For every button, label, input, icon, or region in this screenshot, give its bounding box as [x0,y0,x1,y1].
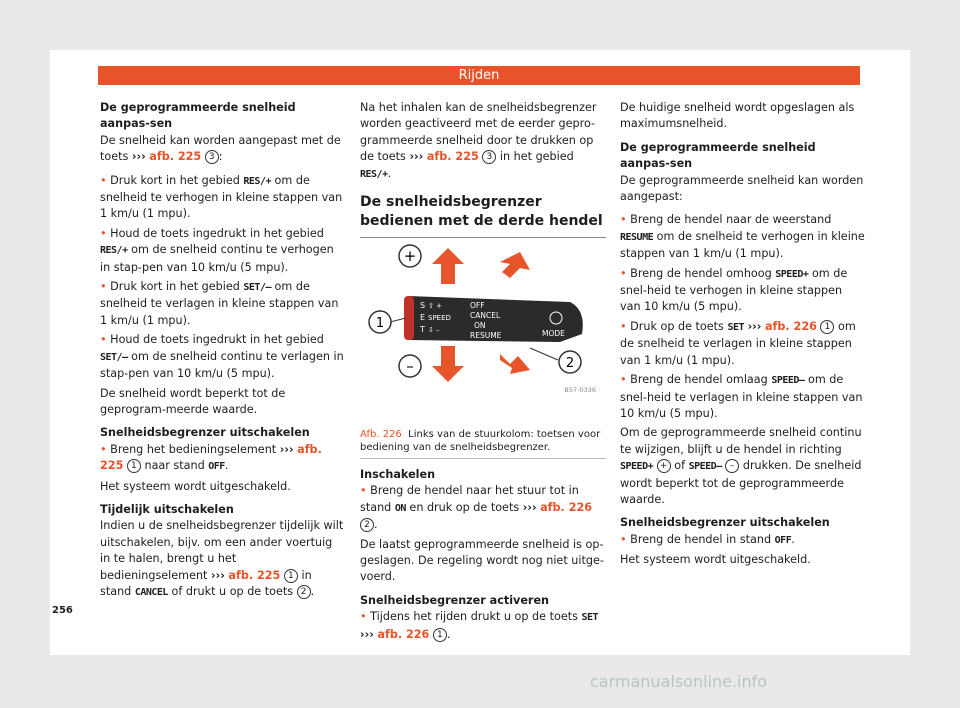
text: en druk op de toets [405,500,523,514]
text: Om de geprogrammeerde snelheid continu te wijzigen, blijft u de hendel in richting [620,426,862,456]
paragraph: Het systeem wordt uitgeschakeld. [100,479,291,493]
key-label: RES/+ [360,168,388,180]
arrow-ref: ››› [279,442,294,456]
text: Na het inhalen kan de snelheidsbegrenzer worden geactiveerd met de eerder gepro-grammeerde snelheid door te drukken op de toets [360,101,597,164]
text: Druk kort in het gebied [106,280,244,294]
paragraph: Het systeem wordt uitgeschakeld. [620,553,811,567]
list-item [100,332,346,382]
key-label: SET [727,321,744,333]
figure-code: B57-0336 [564,386,596,395]
callout-number: 2 [360,518,374,532]
heading-temporary: Tijdelijk uitschakelen [100,502,234,516]
figure-label: Afb. 226 [360,429,402,441]
text: drukken. De snelheid wordt beperkt tot de geprogrammeerde waarde. [620,459,862,506]
bullet-icon: • [100,280,107,294]
key-label: CANCEL [134,586,168,598]
list-item [620,212,866,262]
bullet-icon: • [360,610,367,624]
bullet-icon: • [100,226,107,240]
label-t: T [420,325,425,335]
bullet-icon: • [360,484,367,498]
callout-number: 1 [127,459,141,473]
text: Breng het bedieningselement [106,442,280,456]
callout-number: 1 [433,628,447,642]
text: Druk op de toets [626,319,728,333]
callout-2: 2 [565,356,575,372]
arrow-ref: ››› [747,319,762,333]
key-label: RES/+ [100,245,128,257]
text: . [224,459,229,473]
callout-number: 3 [205,150,219,164]
text: of drukt u op de toets [167,584,297,598]
list-item [360,609,606,643]
heading-disable: Snelheidsbegrenzer uitschakelen [620,516,830,530]
mode-label: MODE [542,329,565,339]
section-title: De snelheidsbegrenzer bedienen met de derde hendel [360,193,606,238]
key-label: OFF [208,461,225,473]
key-label: ON [394,502,406,514]
paragraph [620,425,866,508]
list-item [620,372,866,422]
bullet-icon: • [620,213,627,227]
speed-label: SPEED [428,314,451,323]
text: om de snelheid te verhogen in kleine stappen van 1 km/u (1 mpu). [100,173,343,221]
figure-ref-link[interactable]: afb. 226 [764,319,817,333]
figure-caption [360,428,606,459]
text: om de snelheid te verlagen in kleine stappen van 1 km/u (1 mpu). [620,319,856,367]
arrow-ref: ››› [211,568,225,582]
text: Houd de toets ingedrukt in het gebied [106,226,324,240]
label-e: E [420,313,426,323]
key-label: RES/+ [243,175,271,187]
text: Breng de hendel omhoog [626,266,776,280]
key-label: SPEED– [688,461,722,473]
text: om de snelheid continu te verhogen in stap-pen van 10 km/u (5 mpu). [100,243,334,274]
on-label: ON [474,321,486,331]
key-label: SPEED+ [620,461,654,473]
heading-disable: Snelheidsbegrenzer uitschakelen [100,426,310,440]
minus-callout: – [725,459,739,473]
text: in het gebied [496,150,574,164]
lever-illustration [360,244,600,424]
column-1 [100,100,346,608]
key-label: SET/– [100,351,128,363]
text: in stand [100,568,312,598]
text: naar stand [140,459,209,473]
list-item [360,483,606,533]
off-label: OFF [470,301,485,311]
key-label: RESUME [620,231,654,243]
text: Breng de hendel omlaag [626,373,772,387]
paragraph: De snelheid wordt beperkt tot de geprogram-meerde waarde. [100,386,286,416]
text: Breng de hendel naar het stuur tot in stand [360,484,579,514]
bullet-icon: • [100,173,107,187]
text: . [310,584,315,598]
text: De snelheid kan worden aangepast met de toets [100,133,341,164]
arrow-ref: ››› [522,500,537,514]
paragraph [100,518,346,601]
text: Druk kort in het gebied [106,173,244,187]
text: om de snelheid te verlagen in kleine stappen van 1 km/u (1 mpu). [100,280,339,327]
paragraph: De huidige snelheid wordt opgeslagen als maximumsnelheid. [620,101,855,131]
figure-ref-link[interactable]: afb. 225 [426,150,479,164]
watermark: carmanualsonline.info [590,672,768,691]
heading-activate: Snelheidsbegrenzer activeren [360,593,549,607]
callout-1: 1 [375,316,385,332]
list-item [620,532,866,549]
arrow-ref: ››› [360,627,374,641]
resume-label: RESUME [470,331,502,341]
arrow-ref: ››› [131,150,146,164]
paragraph: De laatst geprogrammeerde snelheid is op-geslagen. De regeling wordt nog niet uitge-voerd. [360,537,604,584]
text: Breng de hendel in stand [626,532,775,546]
bullet-icon: • [620,373,627,387]
page-number: 256 [52,605,73,616]
list-item [100,442,346,476]
plus-callout: + [657,459,671,473]
text: . [374,518,378,532]
key-label: SPEED+ [775,268,809,280]
list-item [100,279,346,329]
figure-lever-diagram [360,244,600,424]
figure-ref-link[interactable]: afb. 225 [228,568,281,582]
paragraph: De snelheid kan worden aangepast met de toets ››› afb. 225 3 : [100,133,341,164]
minus-label: – [406,357,414,376]
caption-text: Links van de stuurkolom: toetsen voor bediening van de snelheidsbegrenzer. [360,429,601,454]
list-item [100,226,346,276]
text: . [791,532,795,546]
text: of [670,459,689,473]
text: Houd de toets ingedrukt in het gebied [106,333,324,347]
heading-adjust-programmed: De geprogrammeerde snelheid aanpas-sen [620,140,816,171]
figure-ref-link[interactable]: afb. 225 [149,150,202,164]
key-label: SET [581,612,599,624]
label-s: S [420,301,426,311]
bullet-icon: • [620,532,627,546]
bullet-icon: • [100,333,107,347]
key-label: SPEED– [771,375,805,387]
figure-ref-link[interactable]: afb. 226 [540,500,593,514]
list-item [100,173,346,223]
figure-ref-link[interactable]: afb. 226 [377,627,430,641]
figure-ref-link[interactable]: afb. 225 [100,442,322,473]
heading-enable: Inschakelen [360,468,436,482]
text: om de snel-heid te verlagen in kleine stappen van 10 km/u (5 mpu). [620,373,863,420]
callout-number: 2 [297,585,311,599]
bullet-icon: • [620,319,627,333]
column-2 [360,100,606,646]
heading-adjust-speed: De geprogrammeerde snelheid aanpas-sen [100,101,296,131]
paragraph: De geprogrammeerde snelheid kan worden aangepast: [620,173,864,204]
text: Indien u de snelheidsbegrenzer tijdelijk wilt uitschakelen, bijv. om een ander voertuig in te halen, brengt u het bedieningselement [100,519,344,582]
plus-label: + [403,247,417,266]
text: Tijdens het rijden drukt u op de toets [366,610,582,624]
minus-small: ⇩ – [428,326,440,335]
key-label: SET/– [243,282,271,294]
text: om de snelheid continu te verlagen in stap-pen van 10 km/u (5 mpu). [100,349,344,381]
plus-small: ⇧ + [428,302,442,311]
chapter-header: Rijden [98,66,860,85]
text: om de snel-heid te verhogen in kleine stappen van 10 km/u (5 mpu). [620,266,848,314]
text: . [446,627,451,641]
list-item [620,319,866,369]
text: Breng de hendel naar de weerstand [626,213,832,227]
bullet-icon: • [620,266,627,280]
callout-number: 1 [820,320,834,334]
bullet-icon: • [100,442,107,456]
callout-number: 3 [482,150,496,164]
list-item [620,266,866,316]
column-3 [620,100,866,576]
arrow-ref: ››› [409,150,424,164]
cancel-label: CANCEL [470,311,501,321]
key-label: OFF [774,534,792,546]
callout-number: 1 [284,569,298,583]
paragraph [360,100,606,183]
text: . [387,166,392,180]
text: om de snelheid te verhogen in kleine stappen van 1 km/u (1 mpu). [620,229,865,261]
